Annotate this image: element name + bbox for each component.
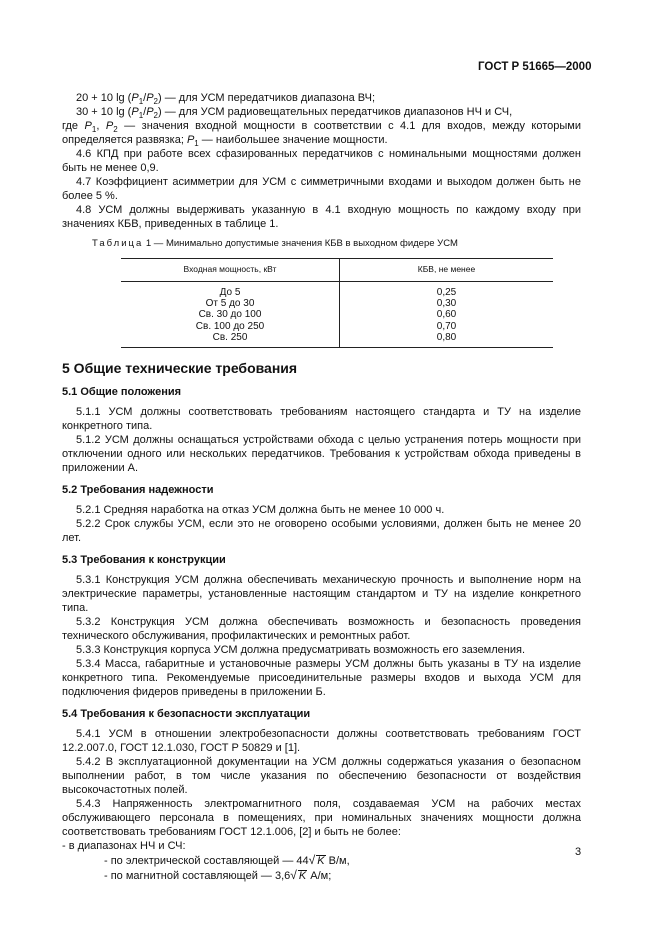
col-header-power: Входная мощность, кВт (121, 259, 340, 282)
section-5-title: 5 Общие технические требования (62, 360, 298, 376)
para-5-4-1: 5.4.1 УСМ в отношении электробезопасности должны соответствовать требованиям ГОСТ 12.2.007.0, ГОСТ 12.1.030, ГОСТ Р 50829 и [1]. (62, 728, 581, 754)
table-caption: Таблица 1 — Минимально допустимые значения КБВ в выходном фидере УСМ (92, 238, 458, 249)
para-4-6: 4.6 КПД при работе всех сфазированных передатчиков с номинальными мощностями должен быть не менее 0,9. (62, 148, 581, 174)
list-lf-mf: - в диапазонах НЧ и СЧ: (62, 840, 186, 852)
section-5 (62, 359, 581, 883)
formula-hf: 20 + 10 $\lg (P_1/P_2)$ — для УСМ передатчиков диапазона ВЧ; (76, 92, 376, 106)
cell-kbv: 0,60 (436, 309, 457, 321)
para-5-3-1: 5.3.1 Конструкция УСМ должна обеспечивать механическую прочность и выполнение норм на электрические параметры, установленные настоящим стандартом и ТУ на изделие конкретного типа. (62, 574, 581, 614)
para-5-3-3: 5.3.3 Конструкция корпуса УСМ должна предусматривать возможность его заземления. (76, 644, 526, 656)
subsection-5-3-title: 5.3 Требования к конструкции (62, 554, 226, 566)
cell-kbv: 0,80 (340, 332, 554, 348)
para-5-4-2: 5.4.2 В эксплуатационной документации на УСМ должны содержаться указания о безопасном выполнении работ, в том числе указания по обеспечению безопасности от воздействия высокочастотных полей. (62, 756, 581, 796)
table-row (121, 298, 553, 309)
cell-kbv: 0,30 (436, 298, 457, 310)
formula-block (62, 91, 581, 231)
para-5-3-4: 5.3.4 Масса, габаритные и установочные размеры УСМ должны быть указаны в ТУ на изделие конкретного типа. Рекомендуемые присоединительные размеры входов и выхода УСМ для подключения фидеров приведены в приложении Б. (62, 658, 581, 698)
formula-where: где $P_1$, $P_2$ — значения входной мощности в соответствии с 4.1 для входов, между которыми определяется развязка; $P_1$ — наибольшее значение мощности. (62, 120, 581, 148)
cell-kbv: 0,70 (436, 320, 457, 332)
list-item-electric: - по электрической составляющей — 44√ K В/м, (104, 853, 350, 867)
cell-power: От 5 до 30 (121, 298, 340, 309)
sqrt-icon: √ (308, 853, 316, 867)
cell-power: Св. 30 до 100 (121, 309, 340, 320)
table-row (121, 321, 553, 332)
para-5-2-1: 5.2.1 Средняя наработка на отказ УСМ должна быть не менее 10 000 ч. (76, 504, 445, 516)
cell-kbv: 0,25 (436, 287, 457, 298)
subsection-5-4-title: 5.4 Требования к безопасности эксплуатации (62, 708, 311, 720)
subsection-5-2-title: 5.2 Требования надежности (62, 484, 214, 496)
table-row (121, 309, 553, 320)
para-5-3-2: 5.3.2 Конструкция УСМ должна обеспечивать возможность и безопасность проведения технического обслуживания, профилактических и ремонтных работ. (62, 616, 581, 642)
kbv-table (121, 258, 553, 348)
document-header: ГОСТ Р 51665—2000 (478, 61, 592, 73)
col-header-kbv: КБВ, не менее (340, 259, 554, 282)
subsection-5-1-title: 5.1 Общие положения (62, 386, 182, 398)
para-4-7: 4.7 Коэффициент асимметрии для УСМ с симметричными входами и выходом должен быть не более 5 %. (62, 176, 581, 202)
table-row (121, 282, 553, 299)
cell-power: Св. 100 до 250 (121, 321, 340, 332)
table-header-row (121, 259, 553, 282)
page-number: 3 (575, 846, 582, 858)
formula-lf-mf: 30 + 10 $\lg (P_1/P_2)$ — для УСМ радиовещательных передатчиков диапазонов НЧ и СЧ, (76, 106, 513, 120)
cell-power: Св. 250 (121, 332, 340, 348)
para-5-2-2: 5.2.2 Срок службы УСМ, если это не оговорено особыми условиями, должен быть не менее 20 лет. (62, 518, 581, 544)
cell-power: До 5 (121, 282, 340, 299)
para-5-4-3: 5.4.3 Напряженность электромагнитного поля, создаваемая УСМ на рабочих местах обслуживающего персонала в помещениях, при номинальных значениях мощности должна соответствовать требованиям ГОСТ 12.1.006, [2] и быть не более: (62, 798, 581, 838)
para-5-1-1: 5.1.1 УСМ должны соответствовать требованиям настоящего стандарта и ТУ на изделие конкретного типа. (62, 406, 581, 432)
table-row (121, 332, 553, 348)
para-4-8: 4.8 УСМ должны выдерживать указанную в 4.1 входную мощность по каждому входу при значениях КБВ, приведенных в таблице 1. (62, 204, 581, 230)
sqrt-icon: √ (290, 868, 297, 882)
para-5-1-2: 5.1.2 УСМ должны оснащаться устройствами обхода с целью устранения потерь мощности при отключении одного или нескольких передатчиков. Требования к устройствам обхода приведены в приложении А. (62, 434, 581, 474)
list-item-magnetic: - по магнитной составляющей — 3,6√ K А/м; (104, 868, 332, 882)
